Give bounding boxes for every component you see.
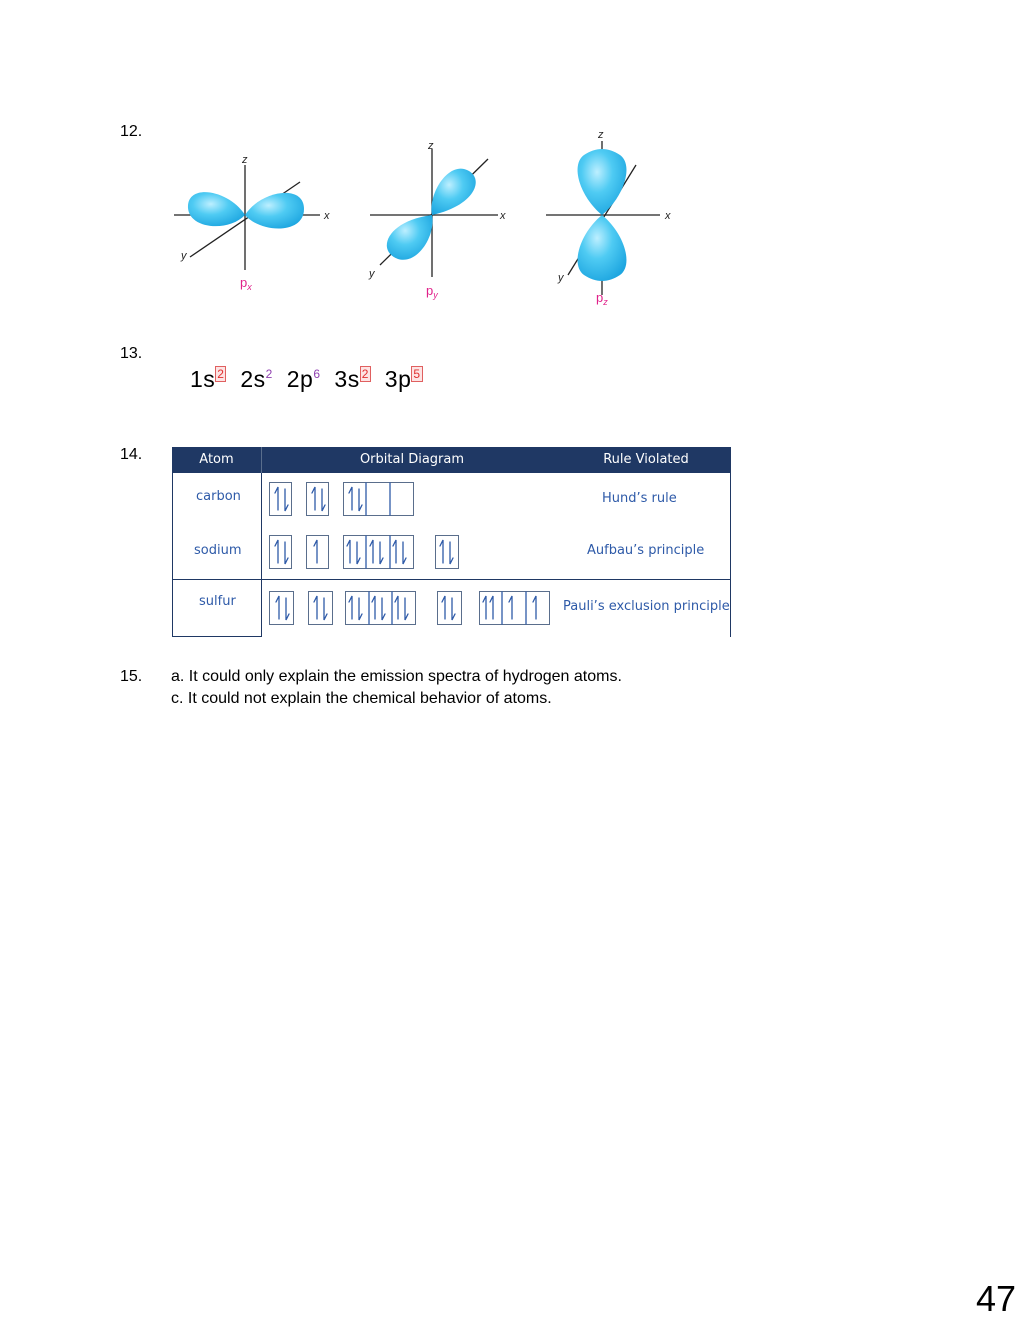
py-orbital: [368, 140, 506, 300]
p-orbitals-figure: [160, 125, 700, 315]
question-13-number: 13.: [120, 345, 143, 362]
row-sodium-atom: sodium: [194, 543, 242, 558]
config-term: $2s^2$: [240, 366, 273, 392]
question-14-number: 14.: [120, 446, 143, 463]
row-sulfur-atom: sulfur: [199, 594, 236, 609]
page-number: 47: [975, 1278, 1016, 1319]
config-term: 3s $^2$: [334, 366, 369, 392]
py-z-label: z: [428, 140, 434, 152]
config-term: 1s $^2$: [190, 366, 225, 392]
px-label: $p_x$: [240, 275, 252, 292]
pz-z-label: z: [598, 129, 604, 141]
pz-label: $p_z$: [596, 290, 608, 307]
py-y-label: y: [369, 268, 375, 280]
py-label: $p_y$: [426, 283, 438, 300]
pz-y-label: y: [558, 272, 564, 284]
question-15-number: 15.: [120, 668, 143, 685]
header-rule-violated: Rule Violated: [561, 447, 731, 473]
row-sulfur-rule: Pauli’s exclusion principle: [563, 599, 730, 614]
config-term: 3p $^5$: [384, 366, 421, 392]
answer-a: a. It could only explain the emission spectra of hydrogen atoms.: [171, 668, 622, 685]
row-carbon-rule: Hund’s rule: [602, 491, 677, 506]
py-x-label: x: [500, 210, 506, 222]
px-x-label: x: [324, 210, 330, 222]
header-orbital-diagram: Orbital Diagram: [261, 447, 562, 473]
question-12-number: 12.: [120, 123, 143, 140]
pz-orbital: [546, 129, 671, 307]
px-z-label: z: [242, 154, 248, 166]
px-orbital: [174, 154, 330, 292]
electron-arrows: [172, 447, 731, 637]
answer-c: c. It could not explain the chemical behavior of atoms.: [171, 690, 552, 707]
pz-x-label: x: [665, 210, 671, 222]
header-atom: Atom: [172, 447, 261, 473]
electron-configuration: [190, 366, 430, 393]
px-y-label: y: [181, 250, 187, 262]
row-sodium-rule: Aufbau’s principle: [587, 543, 705, 558]
orbital-rule-table: [172, 447, 731, 637]
config-term: $2p^6$: [286, 366, 321, 392]
row-carbon-atom: carbon: [196, 489, 241, 504]
